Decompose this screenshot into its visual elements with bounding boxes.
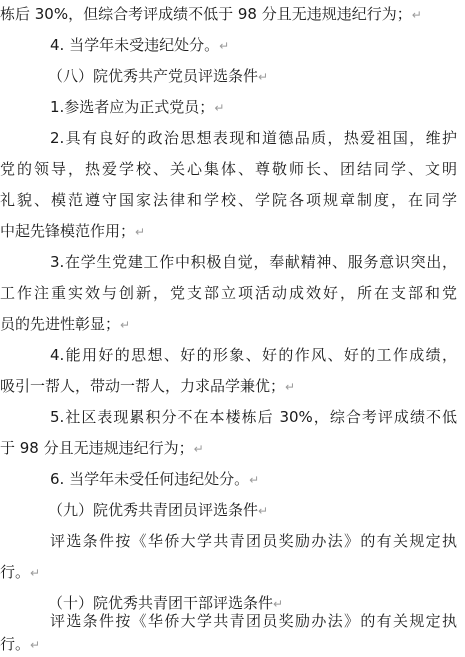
paragraph-line-5 bbox=[50, 126, 457, 150]
line-text: 栋后 30%，但综合考评成绩不低于 98 分且无违规违纪行为； bbox=[0, 5, 412, 23]
line-text: 4.能用好的思想、好的形象、好的作风、好的工作成绩， bbox=[50, 346, 457, 364]
paragraph-line-4 bbox=[50, 95, 465, 119]
paragraph-line-1 bbox=[0, 2, 465, 26]
paragraph-line-10 bbox=[0, 281, 457, 305]
paragraph-line-16 bbox=[50, 467, 465, 491]
paragraph-line-15 bbox=[0, 436, 465, 460]
line-text: 礼貌、模范遵守国家法律和学校、学院各项规章制度，在同学 bbox=[0, 191, 457, 209]
paragraph-mark-icon: ↵ bbox=[120, 318, 131, 332]
line-text: 1.参选者应为正式党员； bbox=[50, 98, 215, 116]
paragraph-mark-icon: ↵ bbox=[273, 597, 284, 611]
paragraph-mark-icon: ↵ bbox=[135, 225, 146, 239]
paragraph-line-19 bbox=[0, 560, 465, 584]
section-heading-eight bbox=[48, 64, 465, 88]
line-text: 3.在学生党建工作中积极自觉，奉献精神、服务意识突出， bbox=[50, 253, 457, 271]
paragraph-mark-icon: ↵ bbox=[258, 70, 269, 84]
line-text: 中起先锋模范作用； bbox=[0, 222, 136, 240]
heading-text: （九）院优秀共青团员评选条件 bbox=[48, 501, 259, 519]
paragraph-mark-icon: ↵ bbox=[249, 473, 260, 487]
paragraph-line-8 bbox=[0, 219, 465, 243]
paragraph-mark-icon: ↵ bbox=[411, 8, 422, 22]
paragraph-line-14 bbox=[50, 405, 457, 429]
line-text: 行。 bbox=[0, 635, 31, 653]
paragraph-mark-icon: ↵ bbox=[214, 101, 225, 115]
paragraph-line-12 bbox=[50, 343, 457, 367]
paragraph-line-9 bbox=[50, 250, 457, 274]
line-text: 吸引一帮人，带动一帮人，力求品学兼优； bbox=[0, 377, 286, 395]
paragraph-mark-icon: ↵ bbox=[258, 504, 269, 518]
paragraph-mark-icon: ↵ bbox=[193, 442, 204, 456]
line-text: 工作注重实效与创新，党支部立项活动成效好，所在支部和党 bbox=[0, 284, 457, 302]
paragraph-line-21 bbox=[50, 609, 457, 633]
paragraph-line-13 bbox=[0, 374, 465, 398]
line-text: 4. 当学年未受违纪处分。 bbox=[50, 36, 220, 54]
line-text: 评选条件按《华侨大学共青团员奖励办法》的有关规定执 bbox=[50, 532, 457, 550]
line-text: 于 98 分且无违规违纪行为； bbox=[0, 439, 194, 457]
paragraph-mark-icon: ↵ bbox=[30, 566, 41, 580]
line-text: 5.社区表现累积分不在本楼栋后 30%，综合考评成绩不低 bbox=[50, 408, 457, 426]
paragraph-line-11 bbox=[0, 312, 465, 336]
section-heading-nine bbox=[48, 498, 465, 522]
paragraph-line-7 bbox=[0, 188, 457, 212]
heading-text: （八）院优秀共产党员评选条件 bbox=[48, 67, 259, 85]
line-text: 2.具有良好的政治思想表现和道德品质，热爱祖国，维护 bbox=[50, 129, 457, 147]
line-text: 评选条件按《华侨大学共青团员奖励办法》的有关规定执 bbox=[50, 612, 457, 630]
line-text: 党的领导，热爱学校、关心集体、尊敬师长、团结同学、文明 bbox=[0, 160, 457, 178]
paragraph-mark-icon: ↵ bbox=[30, 638, 41, 652]
paragraph-line-6 bbox=[0, 157, 457, 181]
line-text: 行。 bbox=[0, 563, 31, 581]
paragraph-line-22 bbox=[0, 632, 465, 656]
paragraph-mark-icon: ↵ bbox=[285, 380, 296, 394]
line-text: 员的先进性彰显； bbox=[0, 315, 121, 333]
paragraph-line-18 bbox=[50, 529, 457, 553]
paragraph-line-2 bbox=[50, 33, 465, 57]
paragraph-mark-icon: ↵ bbox=[219, 39, 230, 53]
line-text: 6. 当学年未受任何违纪处分。 bbox=[50, 470, 250, 488]
heading-text: （十）院优秀共青团干部评选条件 bbox=[48, 594, 274, 612]
